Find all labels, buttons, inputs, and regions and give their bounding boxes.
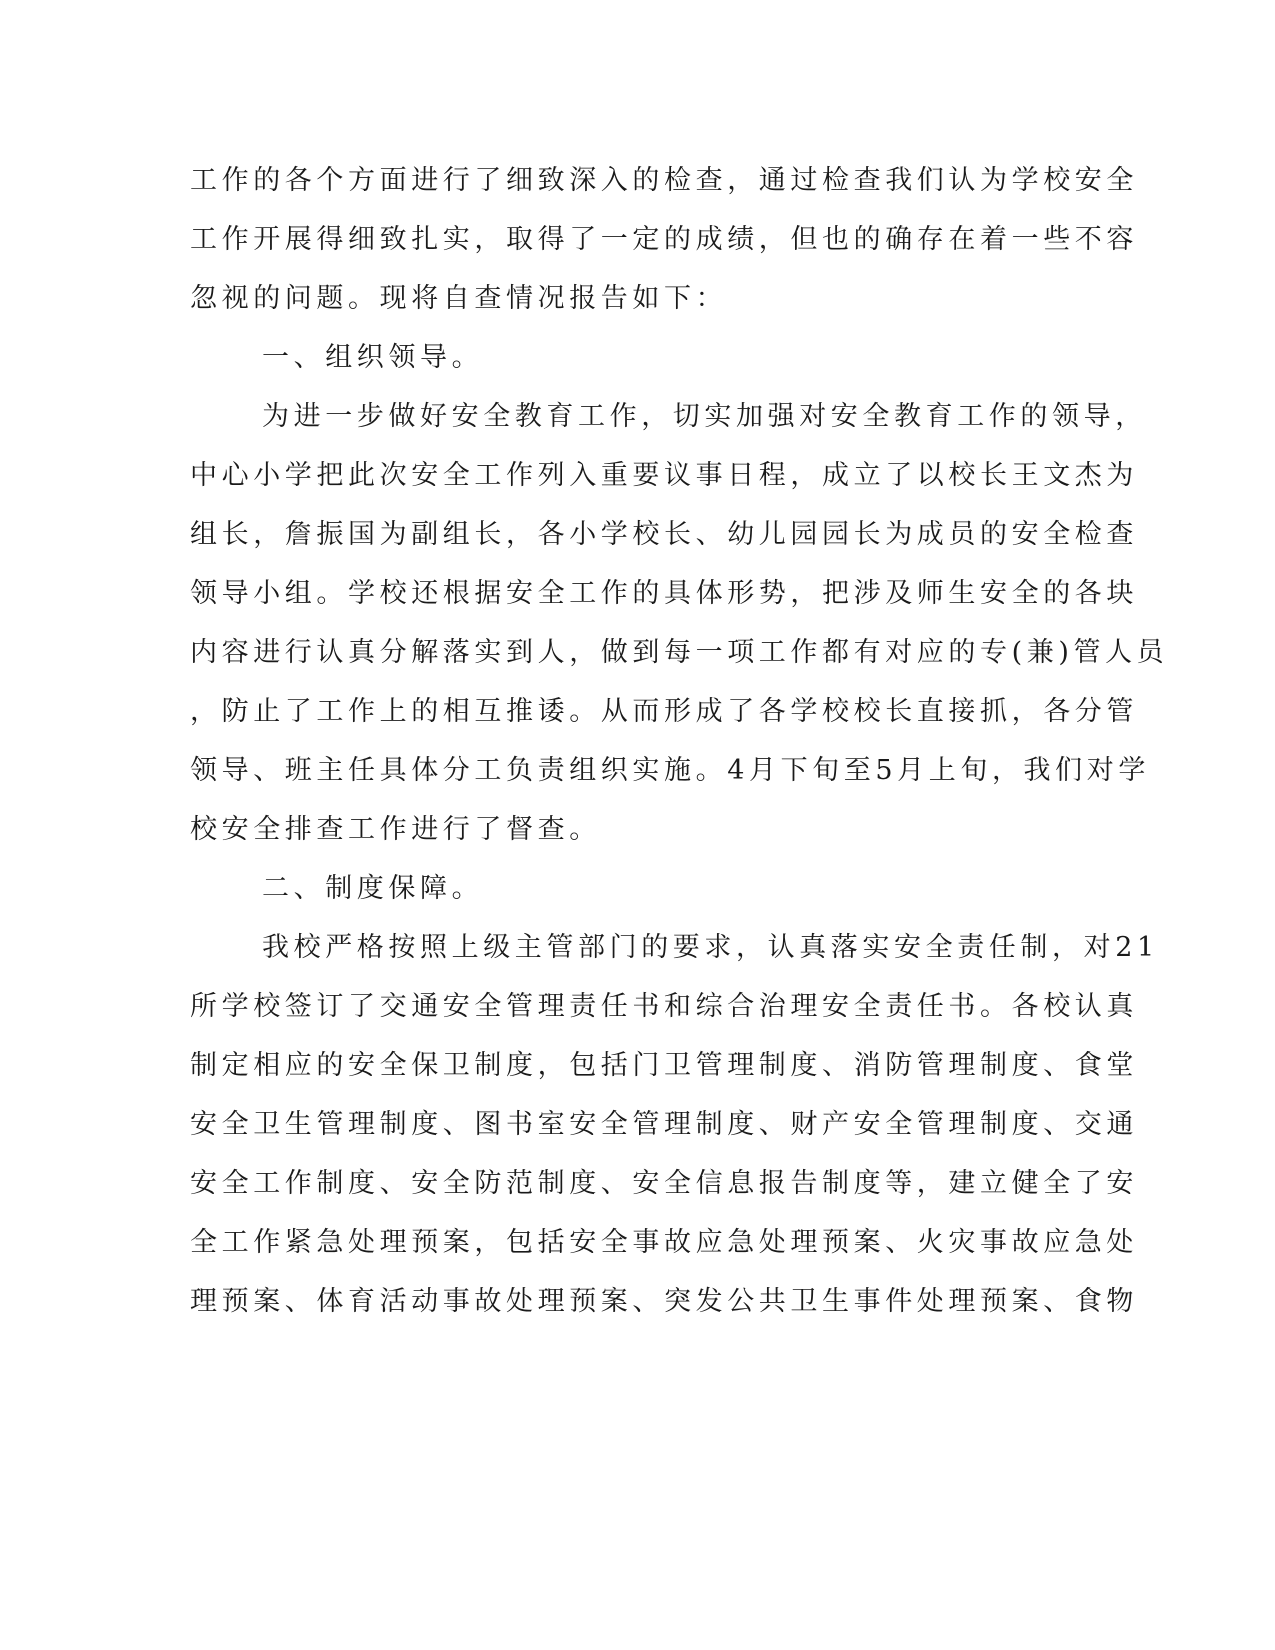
body-line: 安全卫生管理制度、图书室安全管理制度、财产安全管理制度、交通 <box>190 1109 1138 1140</box>
section-heading: 二、制度保障。 <box>262 873 484 904</box>
body-line: 理预案、体育活动事故处理预案、突发公共卫生事件处理预案、食物 <box>190 1286 1138 1317</box>
body-line: 组长，詹振国为副组长，各小学校长、幼儿园园长为成员的安全检查 <box>190 519 1138 550</box>
body-line: 工作的各个方面进行了细致深入的检查，通过检查我们认为学校安全 <box>190 165 1138 196</box>
body-line: 全工作紧急处理预案，包括安全事故应急处理预案、火灾事故应急处 <box>190 1227 1138 1258</box>
body-line: 领导小组。学校还根据安全工作的具体形势，把涉及师生安全的各块 <box>190 578 1138 609</box>
body-line: 制定相应的安全保卫制度，包括门卫管理制度、消防管理制度、食堂 <box>190 1050 1138 1081</box>
section-heading: 一、组织领导。 <box>262 342 484 373</box>
body-line: 中心小学把此次安全工作列入重要议事日程，成立了以校长王文杰为 <box>190 460 1138 491</box>
body-line: 我校严格按照上级主管部门的要求，认真落实安全责任制，对21 <box>262 932 1159 963</box>
body-line: 校安全排查工作进行了督查。 <box>190 814 601 845</box>
body-line: 为进一步做好安全教育工作，切实加强对安全教育工作的领导， <box>262 401 1147 432</box>
body-line: 忽视的问题。现将自查情况报告如下： <box>190 283 728 314</box>
body-line: ，防止了工作上的相互推诿。从而形成了各学校校长直接抓，各分管 <box>190 696 1138 727</box>
body-line: 工作开展得细致扎实，取得了一定的成绩，但也的确存在着一些不容 <box>190 224 1138 255</box>
body-line: 所学校签订了交通安全管理责任书和综合治理安全责任书。各校认真 <box>190 991 1138 1022</box>
body-line: 内容进行认真分解落实到人，做到每一项工作都有对应的专(兼)管人员 <box>190 637 1169 668</box>
body-line: 领导、班主任具体分工负责组织实施。4月下旬至5月上旬，我们对学 <box>190 755 1150 786</box>
body-line: 安全工作制度、安全防范制度、安全信息报告制度等，建立健全了安 <box>190 1168 1138 1199</box>
